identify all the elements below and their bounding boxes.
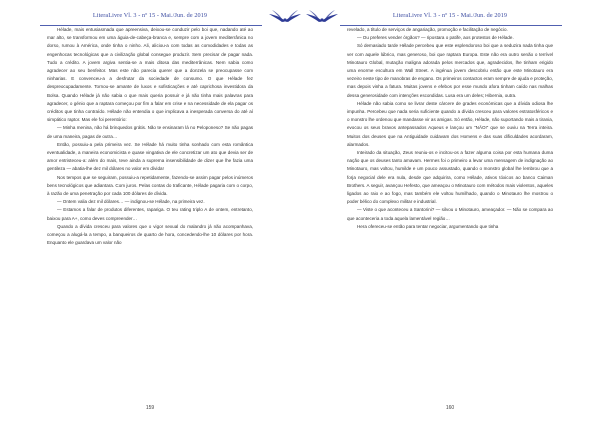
paragraph: Hera ofereceu-se então para tentar negociar, argumentando que tinha: [357, 223, 499, 229]
page-body: [347, 26, 553, 231]
paragraph: — Viste o que aconteceu a Santorini? — silvou o Minotauro, ameaçador. — Não se compara ao que aconteceria a toda aquela lamentável região…: [347, 207, 553, 221]
paragraph: Então, possuiu-a pela primeira vez. Se Hélade há muito tinha sonhado com esta romântica eventualidade, a maneira economicista e quase vingativa de ele concretizar um ato que devia ser de amor entristeceu-a: além do mais, teve ainda a suprema insensibilidade de dizer que lhe fazia uma gentileza — abatia-lhe dez mil dólares no valor em dívida!: [47, 141, 253, 172]
paragraph: — Ou preferes vender órgãos? — ripostara o patife, aos protestos de Hélade.: [357, 35, 514, 41]
page-body: [47, 26, 253, 247]
running-header: [300, 9, 600, 23]
paragraph: revelado, a título de serviços de angariação, promoção e facilitação de negócio.: [347, 27, 508, 32]
running-header: [0, 9, 300, 23]
paragraph: Inteirado da situação, Zeus reuniu-os e incitou-os a fazer alguma coisa por esta humana duma nação que os deuses tanto amavam. Hermes foi o primeiro a levar uma mensagem de indignação ao Minotauro, mas voltou, humilde e um pouco assustado, quando o monstro global lhe lembrou que a forja negocial dele era nula, desde que adquirira, como Hélade, ativos tóxicos ao banco Caiman Brothers. A seguir, avançou Hefesto, que ameaçou o Minotauro com métodos mais violentos, aqueles ligados ao raio e ao fogo, mas também ele voltou humilhado, quando o Minotauro lhe mostrou o poder bélico do complexo militar e industrial.: [347, 150, 553, 205]
paragraph: Nos tempos que se seguiram, possuiu-a repetidamente, fazendo-se assim pagar pelos inúmeros bens tecnológicos que adiantara. Com juros. Pelas contas do traficante, Hélade pagaria com o corpo, à razão de uma penetração por cada 100 dólares de dívida.: [47, 174, 253, 197]
paragraph: — Ontem valia dez mil dólares… — indignou-se Hélade, na primeira vez.: [57, 199, 205, 205]
winged-emblem-icon: [268, 9, 302, 23]
paragraph: Só demasiado tarde Hélade percebeu que este esplendoroso boi que a seduzira nada tinha que ver com aquele lúbrico, mas generoso, boi que raptara Europa. Este não era outro senão o terrível Minotauro Global, mutação maligna adorada pelos mercados que, agradecidos, lhe tinham erigido uma enorme escultura em Wall Street. A ingénua jovem descobriu então que este Minotauro era vezeiro neste tipo de manobras de engano. Os primeiros contactos eram sempre de ajuda e proteção, mas depois vinha a fatura. Muitas jovens e efebos por esse mundo afora tinham caído nas malhas dessa generosidade com intenções escondidas. Lusa era um deles; Hibernia, outra.: [347, 43, 553, 98]
page-number: 160: [445, 405, 455, 411]
page-number: 159: [145, 405, 155, 411]
paragraph: Quando a dívida cresceu para valores que o vigor sexual do malandro já não acompanhava, começou a alugá-la a tempo, a banqueiros de quarto de hora, concedendo-lhe 10 dólares por hora. Enquanto ele guardava um valor não: [47, 223, 253, 246]
right-page: [300, 0, 600, 424]
paragraph: Hélade, mais entusiasmada que apreensiva, deixou-se conduzir pelo boi que, nadando até ao mar alto, se transformou em uma águia-de-cabeça-branca e, sempre com a jovem mediterrânica no dorso, rumou à América, onde tinha o ninho. Ali, aliciou-a com todas as comodidades e todas as engenhocas tecnológicas que a civilização global consegue produzir. Sem precisar de pagar nada. Tudo a crédito. A jovem argiva sentia-se a mais ditosa das mediterrânicas. Nem sabia como agradecer ao seu benfeitor. Mas este não parecia querer que a donzela se preocupasse com ninharias. E convenceu-a a desfrutar da sociedade de consumo. O que Hélade fez despreocupadamente. Tornou-se amante de luxos e sofisticações e até caprichosa investidora da Bolsa. Quando Hélade já não sabia o que mais queria possuir e já não tinha mais palavras para agradecer, o génio que a raptara começou por fim a falar em crise e na necessidade de ela pagar os créditos que tinha contraído. Hélade não entendia o que implicava a inesperada conversa do até aí simpático raptor. Mas ele foi perentório:: [47, 27, 253, 123]
winged-emblem-icon: [305, 9, 339, 23]
header-title: LiteraLivre Vl. 3 - nº 15 - Mai./Jun. de 2019: [92, 12, 208, 19]
header-title: LiteraLivre Vl. 3 - nº 15 - Mai./Jun. de 2019: [392, 12, 508, 19]
paragraph: Hélade não sabia como se livrar deste cárcere de grades económicas que a dívida odiosa lhe impunha. Percebeu que nada seria suficiente quando a dívida cresceu para valores estratosféricos e o monstro lhe ordenou que mandasse vir as amigas. Só então, Hélade, não suportando mais a tirania, evocou os seus bravos antepassados Aqueus e lançou um “NÃO!” que se ouviu na Terra inteira. Muitos dos deuses que na Antiguidade cuidavam dos Homens e das suas dificuldades acordaram, alarmados.: [347, 100, 553, 147]
paragraph: — Minha menina, não há brinquedos grátis. Não te ensinaram lá no Peloponeso? Se não pagas de uma maneira, pagas de outra…: [47, 125, 253, 139]
paragraph: — Estamos a falar de produtos diferentes, rapariga. O teu rating triplo A de ontem, entretanto, baixou para A+, como deves compreender…: [47, 207, 253, 221]
